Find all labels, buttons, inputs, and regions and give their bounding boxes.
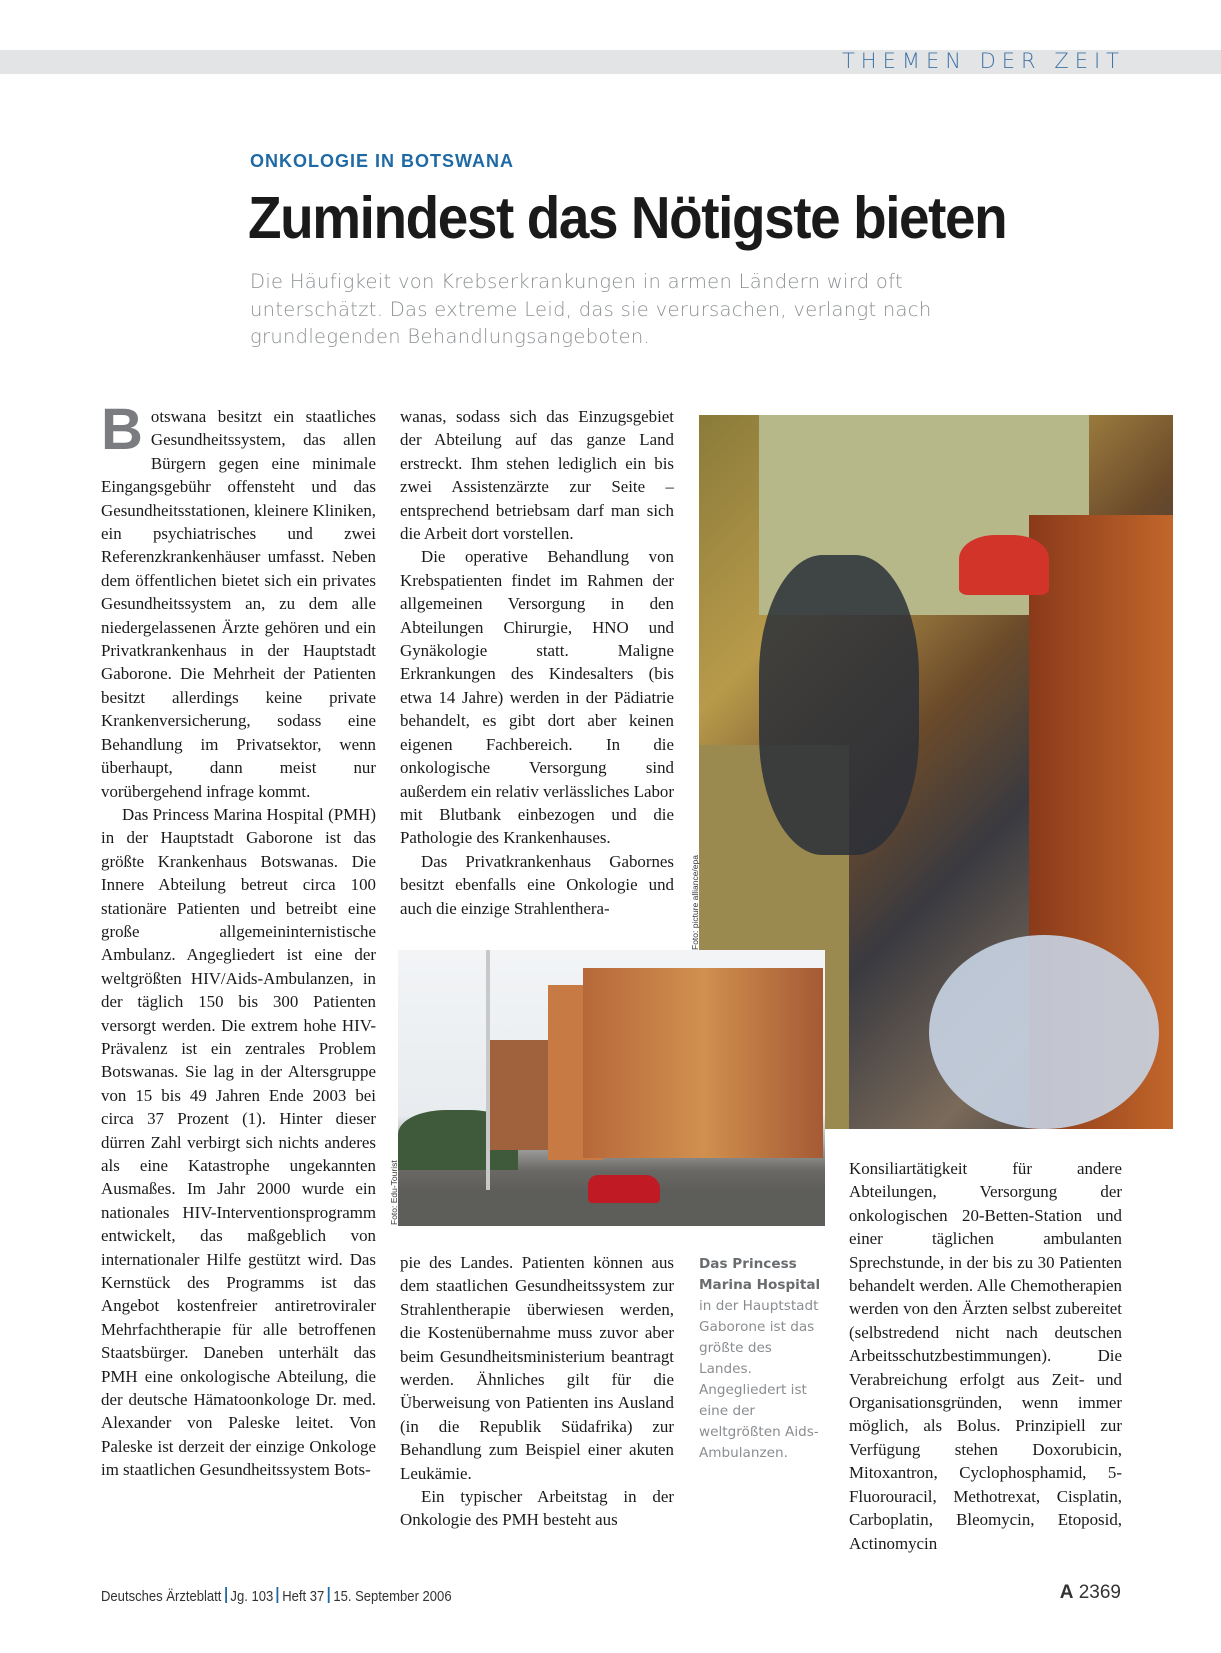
page-number-value: 2369 <box>1078 1582 1121 1603</box>
journal-date: 15. September 2006 <box>333 1589 452 1605</box>
paragraph: Konsiliartätigkeit für andere Abteilungen, Versorgung der onkologischen 20-Betten-Station und einer täglichen ambulanten Sprechstunde, in der bis zu 30 Patienten behandelt werden. Alle Chemotherapien werden von den Ärzten selbst zubereitet (selbstredend nicht nach deutschen Arbeitsschutzbestimmungen). Die Verabreichung erfolgt aus Zeit- und Organisationsgründen, wenn immer möglich, als Bolus. Prinzipiell zur Verfügung stehen Doxorubicin, Mitoxantron, Cyclophosphamid, 5-Fluorouracil, Methotrexat, Cisplatin, Carboplatin, Bleomycin, Etoposid, Actinomycin <box>849 1159 1122 1553</box>
hospital-building-photo <box>398 950 825 1226</box>
article-title: Zumindest das Nötigste bieten <box>248 185 1007 251</box>
footer-separator <box>328 1587 330 1603</box>
caption-text: in der Hauptstadt Gaborone ist das größte des Landes. Angegliedert ist eine der weltgrößten Aids-Ambulanzen. <box>699 1298 819 1461</box>
text-column-3 <box>849 1157 1122 1555</box>
journal-issue: Heft 37 <box>282 1589 325 1605</box>
paragraph: Das Privatkrankenhaus Gabornes besitzt ebenfalls eine Onkologie und auch die einzige Strahlenthera- <box>400 851 674 918</box>
article-lead: Die Häufigkeit von Krebserkrankungen in armen Ländern wird oft unterschätzt. Das extreme Leid, das sie verursachen, verlangt nach grundlegenden Behandlungsangeboten. <box>250 270 932 348</box>
footer-citation <box>101 1587 452 1605</box>
photo-credit: Foto: picture alliance/epa <box>690 855 700 950</box>
footer-separator <box>277 1587 279 1603</box>
paragraph-text: otswana besitzt ein staatliches Gesundheitssystem, das allen Bürgern gegen eine minimale Eingangsgebühr offensteht und das Gesundheitsstationen, kleinere Kliniken, ein psychiatrisches und zwei Referenzkrankenhäuser umfasst. Neben dem öffentlichen bietet sich ein privates Gesundheitssystem an, zu dem alle niedergelassenen Ärzte gehören und ein Privatkrankenhaus in der Hauptstadt Gaborone. Die Mehrheit der Patienten besitzt allerdings keine private Krankenversicherung, sodass eine Behandlung im Privatsektor, wenn überhaupt, dann meist nur vorübergehend infrage kommt. <box>101 407 376 801</box>
drop-cap: B <box>101 397 143 462</box>
journal-volume: Jg. 103 <box>230 1589 274 1605</box>
text-column-2 <box>400 405 674 920</box>
photo-credit: Foto: Edu-Tourist <box>389 1160 399 1225</box>
paragraph: Ein typischer Arbeitstag in der Onkologie des PMH besteht aus <box>400 1487 674 1530</box>
page-number <box>1060 1582 1121 1604</box>
page-prefix: A <box>1059 1582 1074 1603</box>
journal-name: Deutsches Ärzteblatt <box>101 1589 222 1605</box>
photo-caption <box>699 1254 824 1464</box>
paragraph: Die operative Behandlung von Krebspatienten findet im Rahmen der allgemeinen Versorgung in den Abteilungen Chirurgie, HNO und Gynäkologie statt. Maligne Erkrankungen des Kindesalters (bis etwa 14 Jahre) werden in der Pädiatrie behandelt, es gibt dort aber keinen eigenen Fachbereich. In die onkologische Versorgung sind außerdem ein relativ verlässliches Labor mit Blutbank einbezogen und die Pathologie des Krankenhauses. <box>400 547 674 848</box>
paragraph: wanas, sodass sich das Einzugsgebiet der Abteilung auf das ganze Land erstreckt. Ihm stehen lediglich ein bis zwei Assistenzärzte zur Seite – entsprechend betriebsam darf man sich die Arbeit dort vorstellen. <box>400 407 674 544</box>
paragraph: Das Princess Marina Hospital (PMH) in der Hauptstadt Gaborone ist das größte Krankenhaus Botswanas. Die Innere Abteilung betreut circa 100 stationäre Patienten und betreibt eine große allgemeininternistische Ambulanz. Angegliedert ist eine der weltgrößten HIV/Aids-Ambulanzen, in der täglich 150 bis 300 Patienten versorgt werden. Die extrem hohe HIV-Prävalenz ist ein zentrales Problem Botswanas. Sie lag in der Altersgruppe von 15 bis 49 Jahren Ende 2003 bei circa 37 Prozent (1). Hinter dieser dürren Zahl verbirgt sich nichts anderes als eine Katastrophe ungekannten Ausmaßes. Im Jahr 2000 wurde ein nationales HIV-Interventionsprogramm entwickelt, das maßgeblich von internationaler Hilfe gestützt wird. Das Kernstück des Programms ist das Angebot kostenfreier antiretroviraler Mehrfachtherapie für alle betroffenen Staatsbürger. Daneben unterhält das PMH eine onkologische Abteilung, die der deutsche Hämatoonkologe Dr. med. Alexander von Paleske leitet. Von Paleske ist derzeit der einzige Onkologe im staatlichen Gesundheitssystem Bots- <box>101 804 376 1480</box>
text-column-1 <box>101 397 376 1482</box>
paragraph <box>101 397 376 803</box>
article-kicker: ONKOLOGIE IN BOTSWANA <box>250 151 514 171</box>
section-label: THEMEN DER ZEIT <box>841 49 1125 73</box>
paragraph: pie des Landes. Patienten können aus dem staatlichen Gesundheitssystem zur Strahlentherapie überwiesen werden, die Kostenübernahme muss zuvor aber beim Gesundheitsministerium beantragt werden. Ähnliches gilt für die Überweisung von Patienten ins Ausland (in die Republik Südafrika) zur Behandlung zum Beispiel einer akuten Leukämie. <box>400 1253 674 1483</box>
text-column-2-continued <box>400 1251 674 1532</box>
footer-separator <box>225 1587 227 1603</box>
caption-bold: Das Princess Marina Hospital <box>699 1256 821 1293</box>
